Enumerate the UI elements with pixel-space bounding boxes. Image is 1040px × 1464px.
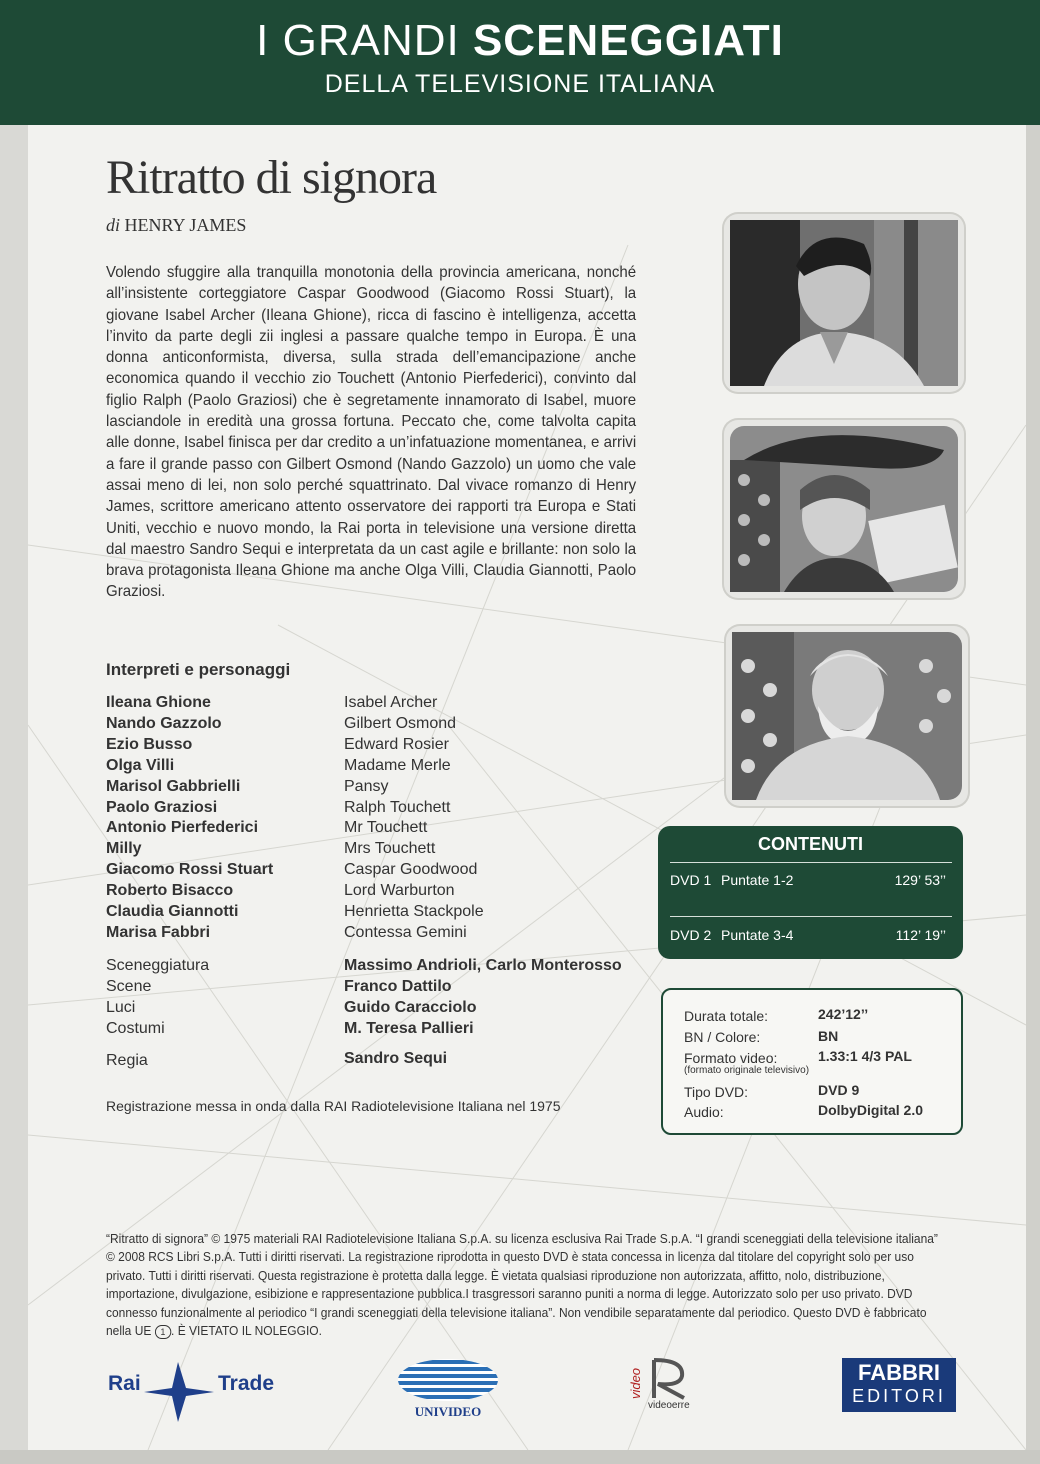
crew-value: Guido Caracciolo [344,998,477,1016]
region-code-badge: 1 [155,1325,171,1339]
series-title-bold: SCENEGGIATI [472,16,784,65]
cast-role: Henrietta Stackpole [344,903,484,921]
dvd-duration: 112’ 19’’ [895,927,946,943]
spec-color-value: BN [818,1028,839,1044]
univideo-logo-text: UNIVIDEO [414,1404,482,1419]
fabbri-logo-text: FABBRI [858,1360,940,1385]
cast-role: Ralph Touchett [344,798,451,816]
contents-divider [670,916,952,917]
cast-role: Lord Warburton [344,882,455,900]
director-label: Regia [106,1052,148,1069]
editori-logo-text: EDITORI [852,1386,946,1406]
copyright-notice [106,1230,941,1340]
univideo-globe-icon [396,1358,500,1402]
cast-role: Contessa Gemini [344,923,467,941]
cast-role: Pansy [344,777,389,795]
still-photo-2 [724,420,964,598]
cast-actor: Antonio Pierfederici [106,819,259,837]
technical-specs-box [661,988,963,1135]
dvd-number: DVD 2 [670,927,712,943]
contents-divider [670,862,952,863]
cast-actor: Paolo Graziosi [106,798,218,816]
cast-actor: Ezio Busso [106,735,193,753]
crew-value-list [344,956,622,1040]
case-edge-bottom [0,1450,1040,1464]
series-title-light: I GRANDI [256,16,460,65]
copyright-text-end: . È VIETATO IL NOLEGGIO. [171,1324,322,1339]
cast-role: Edward Rosier [344,735,449,753]
spec-format-label: Formato video: [684,1050,778,1066]
series-header [0,0,1040,125]
spec-dvdtype-label: Tipo DVD: [684,1084,749,1100]
contents-box [658,826,963,959]
dvd-episodes: Puntate 1-2 [721,872,794,888]
crew-label-list [106,956,209,1040]
contents-heading: CONTENUTI [758,834,863,854]
crew-label: Scene [106,977,152,995]
spec-duration-label: Durata totale: [684,1008,769,1024]
rai-trade-logo [106,1360,286,1424]
cast-actor-list [106,693,273,944]
cast-actor: Roberto Bisacco [106,882,234,900]
videoerre-logo [630,1356,706,1416]
broadcast-note: Registrazione messa in onda dalla RAI Radiotelevisione Italiana nel 1975 [106,1098,561,1114]
crew-label: Luci [106,998,136,1016]
spec-duration-value: 242’12’’ [818,1006,869,1022]
case-edge-right [1026,125,1040,1464]
cast-actor: Olga Villi [106,756,175,774]
still-photo-1 [724,214,964,392]
case-edge-left [0,125,28,1464]
author-prefix: di [106,215,121,235]
videoerre-vertical-text: video [628,1367,644,1400]
trade-logo-text: Trade [218,1372,275,1395]
cast-role: Gilbert Osmond [344,714,457,732]
spec-format-note: (formato originale televisivo) [684,1065,810,1076]
cast-heading: Interpreti e personaggi [106,660,291,679]
director-name: Sandro Sequi [344,1050,448,1067]
author-line [106,215,246,236]
crew-value: Franco Dattilo [344,977,452,995]
fabbri-editori-logo [842,1358,956,1412]
cast-role: Mr Touchett [344,819,428,837]
univideo-logo [396,1358,500,1420]
crew-value: M. Teresa Pallieri [344,1019,474,1037]
copyright-text: “Ritratto di signora” © 1975 materiali RAI Radiotelevisione Italiana S.p.A. su licenza esclusiva Rai Trade S.p.A. “I grandi sceneggiati della televisione italiana” © 2008 RCS Libri S.p.A. Tutti i diritti riservati. La registrazione riprodotta in questo DVD è stata concessa in licenza dal titolare del copyright solo per uso privato. Tutti i diritti riservati. Questa registrazione è protetta dalla legge. È vietata qualsiasi riproduzione non autorizzata, affitto, nolo, distribuzione, importazione, divulgazione, esibizione e rappresentazione pubblica.I trasgressori saranno puniti a norma di legge. Autorizzato solo per uso privato. DVD connesso funzionalmente al periodico “I grandi sceneggiati della televisione italiana”. Non vendibile separatamente dal periodico. Questo DVD è fabbricato nella UE [106,1232,938,1339]
series-subtitle: DELLA TELEVISIONE ITALIANA [324,70,716,98]
rai-logo-text: Rai [108,1372,141,1395]
spec-audio-value: DolbyDigital 2.0 [818,1102,924,1118]
cast-role: Caspar Goodwood [344,861,478,879]
cast-actor: Nando Gazzolo [106,714,222,732]
series-title [0,16,1040,66]
crew-value: Massimo Andrioli, Carlo Monterosso [344,957,622,974]
dvd-episodes: Puntate 3-4 [721,927,794,943]
dvd-number: DVD 1 [670,872,712,888]
cast-actor: Giacomo Rossi Stuart [106,861,274,879]
cast-role: Isabel Archer [344,694,438,711]
cast-actor: Marisa Fabbri [106,923,211,941]
cast-actor: Claudia Giannotti [106,903,239,921]
cast-actor: Ileana Ghione [106,694,211,711]
author-name: HENRY JAMES [124,215,247,235]
spec-format-value: 1.33:1 4/3 PAL [818,1048,912,1064]
cast-role: Madame Merle [344,756,451,774]
crew-label: Sceneggiatura [106,957,210,974]
program-title: Ritratto di signora [106,151,437,204]
synopsis-text: Volendo sfuggire alla tranquilla monotonia della provincia americana, nonché all’insistente corteggiatore Caspar Goodwood (Giacomo Rossi Stuart), la giovane Isabel Archer (Ileana Ghione), ricca di fascino è intelligenza, accetta l’invito da parte degli zii inglesi a passare qualche tempo in Europa. È una donna anticonformista, diversa, sulla strada dell’emancipazione anche economica quando il vecchio zio Touchett (Antonio Pierfederici), convinto dal figlio Ralph (Paolo Graziosi) che è segretamente innamorato di Isabel, muore lasciandole in eredità una grossa fortuna. Peccato che, come talvolta capita alle donne, Isabel finisca per dar credito a un’infatuazione momentanea, e arrivi a fare il grande passo con Gilbert Osmond (Nando Gazzolo) un uomo che vale assai meno di lei, non solo perché squattrinato. Dal vivace romanzo di Henry James, scrittore americano attento osservatore dei rapporti tra Europa e Stati Uniti, vecchio e nuovo mondo, la Rai porta in televisione una versione diretta dal maestro Sandro Sequi e interpretata da un cast agile e brillante: non solo la brava protagonista Ileana Ghione ma anche Olga Villi, Claudia Giannotti, Paolo Graziosi. [106,264,637,601]
crew-label: Costumi [106,1019,165,1037]
cast-role-list [344,693,484,944]
spec-dvdtype-value: DVD 9 [818,1082,860,1098]
spec-color-label: BN / Colore: [684,1029,761,1045]
cast-role: Mrs Touchett [344,840,436,858]
still-photo-3 [726,626,968,806]
spec-audio-label: Audio: [684,1104,724,1120]
cast-actor: Marisol Gabbrielli [106,777,241,795]
dvd-duration: 129’ 53’’ [894,872,946,888]
videoerre-small-text: videoerre [648,1400,690,1411]
cast-actor: Milly [106,840,142,858]
videoerre-r-mark-icon [648,1356,698,1400]
